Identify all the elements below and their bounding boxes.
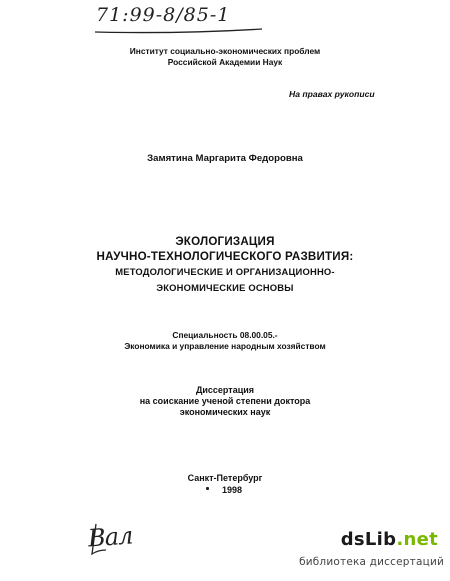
dissertation-degree xyxy=(60,385,390,418)
signature: Вал xyxy=(87,521,134,553)
specialty-line-2: Экономика и управление народным хозяйством xyxy=(124,341,326,351)
watermark-subtitle: библиотека диссертаций xyxy=(299,556,444,568)
place-and-year xyxy=(150,472,300,496)
author-name: Замятина Маргарита Федоровна xyxy=(147,153,303,164)
signature-stroke xyxy=(76,520,136,560)
dissertation-title xyxy=(60,234,390,296)
rights-note: На правах рукописи xyxy=(289,89,375,99)
degree-line-2: на соискание ученой степени доктора xyxy=(139,396,311,406)
stray-mark xyxy=(206,487,209,490)
watermark-brand-left: dsLib xyxy=(340,529,397,550)
degree-line-3: экономических наук xyxy=(179,407,271,417)
institution-line-2: Российской Академии Наук xyxy=(167,57,283,67)
watermark-brand-right: .net xyxy=(396,529,438,550)
watermark xyxy=(299,529,448,579)
title-line-4: ЭКОНОМИЧЕСКИЕ ОСНОВЫ xyxy=(156,282,294,293)
title-line-1: ЭКОЛОГИЗАЦИЯ xyxy=(175,235,275,248)
specialty-line-1: Специальность 08.00.05.- xyxy=(172,330,278,340)
year: 1998 xyxy=(221,485,243,495)
watermark-brand xyxy=(336,529,448,550)
degree-line-1: Диссертация xyxy=(195,385,255,395)
archive-number-underline xyxy=(0,0,450,40)
institution xyxy=(80,46,370,68)
institution-line-1: Институт социально-экономических проблем xyxy=(129,46,321,56)
specialty xyxy=(60,330,390,352)
title-line-3: МЕТОДОЛОГИЧЕСКИЕ И ОРГАНИЗАЦИОННО- xyxy=(115,266,335,277)
archive-number: 71:99-8/85-1 xyxy=(96,4,231,26)
title-line-2: НАУЧНО-ТЕХНОЛОГИЧЕСКОГО РАЗВИТИЯ: xyxy=(96,250,354,263)
city: Санкт-Петербург xyxy=(187,473,263,483)
